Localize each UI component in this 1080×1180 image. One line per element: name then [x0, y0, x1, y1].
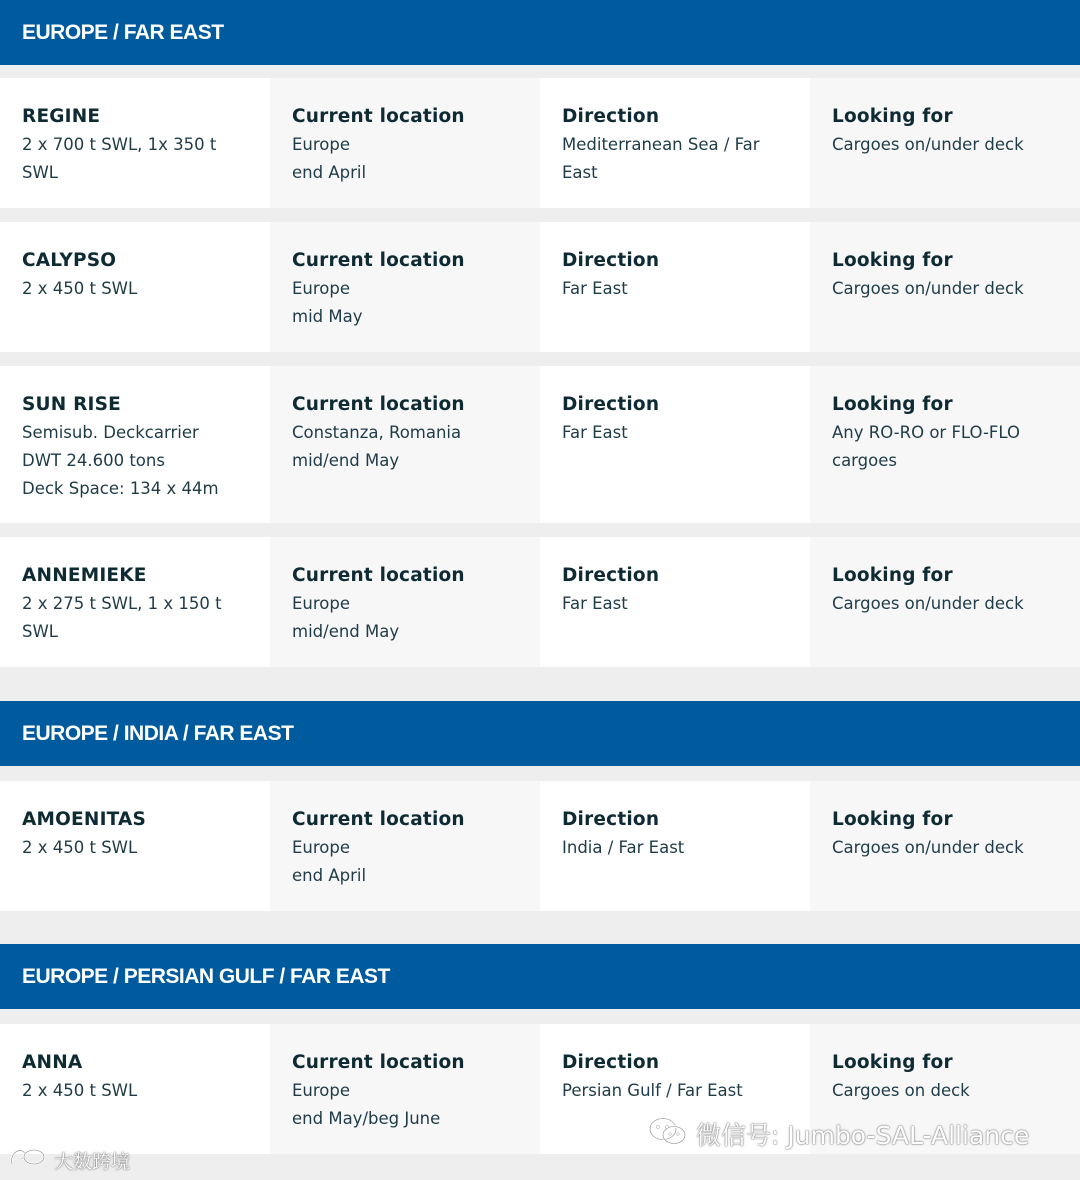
- location-label: Current location: [292, 565, 465, 586]
- direction-value: Persian Gulf / Far East: [562, 1081, 743, 1100]
- vessel-info-cell: [0, 537, 270, 667]
- vessel-info-cell: [0, 1024, 270, 1154]
- looking-for-label: Looking for: [832, 1052, 953, 1073]
- location-cell: [270, 366, 540, 523]
- direction-label: Direction: [562, 1052, 660, 1073]
- location-date: end April: [292, 866, 367, 885]
- section-header-europe-india-far-east: [0, 701, 1080, 766]
- vessel-spec-line: Semisub. Deckcarrier: [22, 423, 199, 442]
- looking-for-cell: [810, 222, 1080, 352]
- direction-value: Far East: [562, 594, 628, 613]
- logo-icon: [8, 1146, 48, 1175]
- location-date: mid/end May: [292, 451, 400, 470]
- wechat-id: 微信号: Jumbo-SAL-Alliance: [696, 1121, 1030, 1150]
- vessel-row-annemieke: [0, 537, 1080, 667]
- direction-cell: [540, 222, 810, 352]
- vessel-row-sun-rise: [0, 366, 1080, 523]
- vessel-info-cell: [0, 366, 270, 523]
- direction-value: Mediterranean Sea / Far East: [562, 135, 760, 182]
- vessel-spec-line: 2 x 700 t SWL, 1x 350 t: [22, 135, 217, 154]
- location-cell: [270, 537, 540, 667]
- direction-label: Direction: [562, 250, 660, 271]
- looking-for-value: Cargoes on/under deck: [832, 594, 1024, 613]
- looking-for-label: Looking for: [832, 250, 953, 271]
- location-value: Europe: [292, 594, 351, 613]
- location-label: Current location: [292, 250, 465, 271]
- wechat-icon: [648, 1116, 688, 1152]
- direction-cell: [540, 78, 810, 208]
- location-date: end April: [292, 163, 367, 182]
- location-cell: [270, 78, 540, 208]
- vessel-name: ANNEMIEKE: [22, 565, 147, 586]
- source-name: 大数跨境: [54, 1151, 131, 1173]
- looking-for-label: Looking for: [832, 106, 953, 127]
- location-cell: [270, 1024, 540, 1154]
- vessel-name: CALYPSO: [22, 250, 117, 271]
- vessel-spec-line: 2 x 450 t SWL: [22, 279, 138, 298]
- vessel-info-cell: [0, 78, 270, 208]
- location-value: Europe: [292, 279, 351, 298]
- location-date: mid May: [292, 307, 363, 326]
- vessel-name: AMOENITAS: [22, 809, 147, 830]
- looking-for-label: Looking for: [832, 394, 953, 415]
- looking-for-value: Cargoes on deck: [832, 1081, 970, 1100]
- direction-cell: [540, 537, 810, 667]
- looking-for-label: Looking for: [832, 809, 953, 830]
- vessel-name: ANNA: [22, 1052, 83, 1073]
- looking-for-value: cargoes: [832, 451, 897, 470]
- looking-for-value: Any RO-RO or FLO-FLO: [832, 423, 1021, 442]
- location-cell: [270, 222, 540, 352]
- vessel-name: SUN RISE: [22, 394, 121, 415]
- vessel-spec-line: DWT 24.600 tons: [22, 451, 165, 470]
- looking-for-cell: [810, 781, 1080, 911]
- direction-value: India / Far East: [562, 838, 685, 857]
- vessel-spec-line: 2 x 450 t SWL: [22, 1081, 138, 1100]
- looking-for-cell: [810, 366, 1080, 523]
- looking-for-cell: [810, 537, 1080, 667]
- looking-for-label: Looking for: [832, 565, 953, 586]
- source-watermark: [8, 1146, 130, 1175]
- vessel-row-amoenitas: [0, 781, 1080, 911]
- vessel-info-cell: [0, 222, 270, 352]
- direction-label: Direction: [562, 809, 660, 830]
- direction-label: Direction: [562, 106, 660, 127]
- location-value: Europe: [292, 135, 351, 154]
- looking-for-value: Cargoes on/under deck: [832, 135, 1024, 154]
- location-label: Current location: [292, 809, 465, 830]
- direction-label: Direction: [562, 394, 660, 415]
- location-value: Europe: [292, 1081, 351, 1100]
- section-header-europe-far-east: [0, 0, 1080, 65]
- vessel-row-calypso: [0, 222, 1080, 352]
- vessel-spec-line: 2 x 275 t SWL, 1 x 150 t: [22, 594, 222, 613]
- location-value: Constanza, Romania: [292, 423, 462, 442]
- vessel-name: REGINE: [22, 106, 101, 127]
- section-title: EUROPE / PERSIAN GULF / FAR EAST: [22, 964, 390, 988]
- vessel-spec-line: 2 x 450 t SWL: [22, 838, 138, 857]
- direction-cell: [540, 781, 810, 911]
- vessel-spec-line: Deck Space: 134 x 44m: [22, 479, 219, 498]
- location-label: Current location: [292, 1052, 465, 1073]
- section-header-europe-persian-gulf-far-east: [0, 944, 1080, 1009]
- wechat-watermark: [648, 1116, 1029, 1152]
- vessel-info-cell: [0, 781, 270, 911]
- looking-for-value: Cargoes on/under deck: [832, 838, 1024, 857]
- location-label: Current location: [292, 106, 465, 127]
- vessel-spec-line: SWL: [22, 622, 58, 641]
- section-title: EUROPE / INDIA / FAR EAST: [22, 721, 294, 745]
- direction-value: Far East: [562, 423, 628, 442]
- location-date: mid/end May: [292, 622, 400, 641]
- location-date: end May/beg June: [292, 1109, 441, 1128]
- location-label: Current location: [292, 394, 465, 415]
- looking-for-value: Cargoes on/under deck: [832, 279, 1024, 298]
- direction-cell: [540, 366, 810, 523]
- direction-value: Far East: [562, 279, 628, 298]
- vessel-spec-line: SWL: [22, 163, 58, 182]
- location-cell: [270, 781, 540, 911]
- location-value: Europe: [292, 838, 351, 857]
- section-title: EUROPE / FAR EAST: [22, 20, 224, 44]
- looking-for-cell: [810, 78, 1080, 208]
- vessel-row-regine: [0, 78, 1080, 208]
- direction-label: Direction: [562, 565, 660, 586]
